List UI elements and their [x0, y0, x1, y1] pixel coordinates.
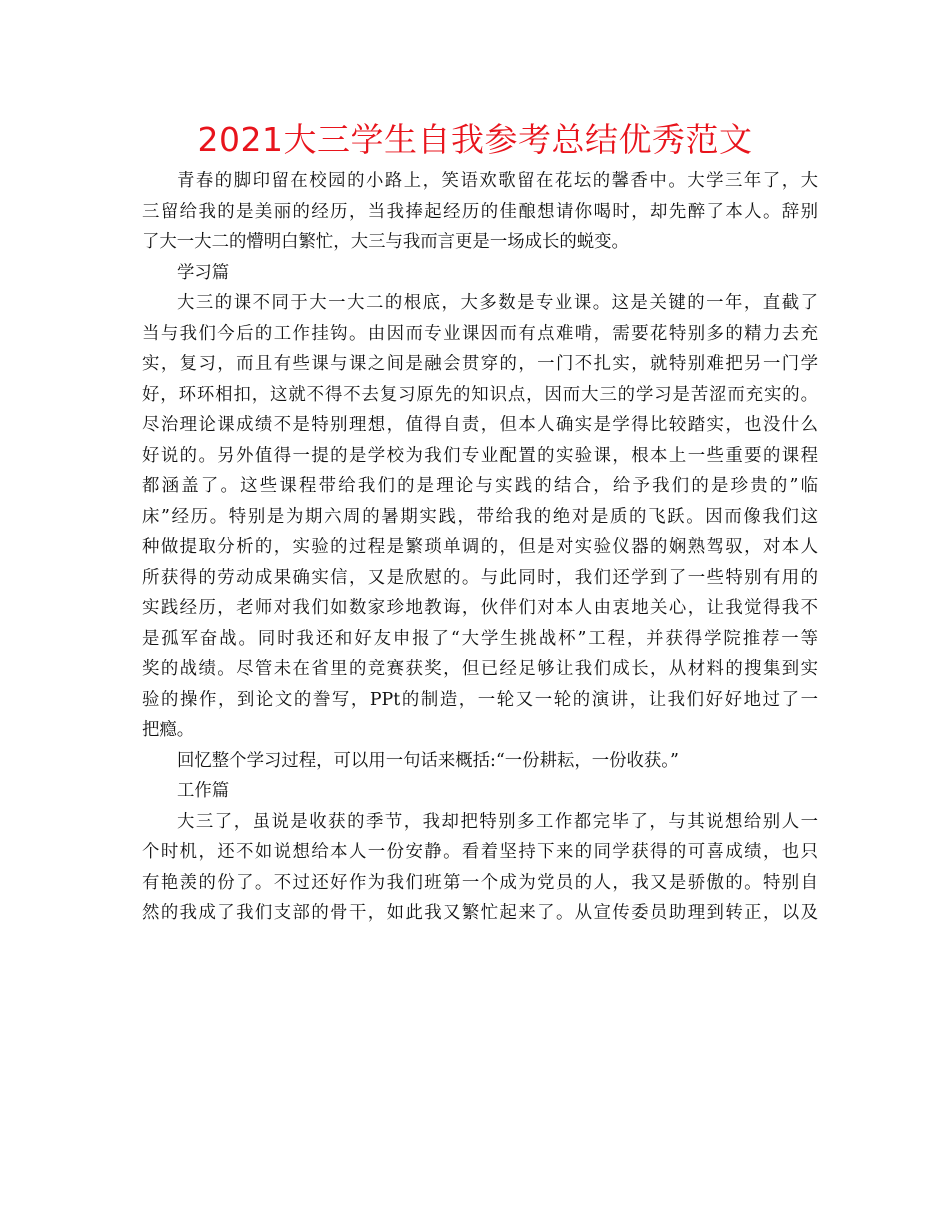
document-title: 2021大三学生自我参考总结优秀范文	[197, 120, 753, 159]
body-line: 奖的战绩。尽管未在省里的竞赛获奖，但已经足够让我们成长，从材料的搜集到实	[142, 659, 818, 679]
body-line: 把瘾。	[142, 720, 195, 740]
body-line: 好说的。另外值得一提的是学校为我们专业配置的实验课，根本上一些重要的课程	[142, 445, 818, 466]
body-line: 青春的脚印留在校园的小路上，笑语欢歌留在花坛的馨香中。大学三年了，大	[177, 171, 818, 191]
body-line: 大三了，虽说是收获的季节，我却把特别多工作都完毕了，与其说想给别人一	[177, 811, 818, 832]
body-line: 实践经历，老师对我们如数家珍地教诲，伙伴们对本人由衷地关心，让我觉得我不	[142, 598, 818, 618]
body-line: 大三的课不同于大一大二的根底，大多数是专业课。这是关键的一年，直截了	[177, 293, 818, 313]
body-line: 床”经历。特别是为期六周的暑期实践，带给我的绝对是质的飞跃。因而像我们这	[142, 506, 818, 527]
body-line: 有艳羡的份了。不过还好作为我们班第一个成为党员的人，我又是骄傲的。特别自	[142, 872, 818, 893]
body-line: 了大一大二的懵明白繁忙，大三与我而言更是一场成长的蜕变。	[142, 232, 629, 252]
body-line: 所获得的劳动成果确实信，又是欣慰的。与此同时，我们还学到了一些特别有用的	[142, 567, 818, 588]
document-body	[142, 166, 818, 929]
body-line: 然的我成了我们支部的骨干，如此我又繁忙起来了。从宣传委员助理到转正，以及	[142, 903, 818, 923]
body-line: 三留给我的是美丽的经历，当我捧起经历的佳酿想请你喝时，却先醉了本人。辞别	[142, 201, 818, 222]
body-line: 验的操作，到论文的誊写，PPt的制造，一轮又一轮的演讲，让我们好好地过了一	[142, 689, 818, 710]
body-line: 个时机，还不如说想给本人一份安静。看着坚持下来的同学获得的可喜成绩，也只	[142, 842, 818, 862]
body-line: 回忆整个学习过程，可以用一句话来概括:“一份耕耘，一份收获。”	[177, 750, 679, 771]
body-line: 种做提取分析的，实验的过程是繁琐单调的，但是对实验仪器的娴熟驾驭，对本人	[142, 537, 818, 557]
body-line: 好，环环相扣，这就不得不去复习原先的知识点，因而大三的学习是苦涩而充实的。	[142, 384, 818, 405]
body-line: 工作篇	[177, 781, 230, 801]
body-line: 都涵盖了。这些课程带给我们的是理论与实践的结合，给予我们的是珍贵的”临	[142, 476, 818, 496]
body-line: 当与我们今后的工作挂钩。由因而专业课因而有点难啃，需要花特别多的精力去充	[142, 323, 818, 344]
body-line: 尽治理论课成绩不是特别理想，值得自责，但本人确实是学得比较踏实，也没什么	[142, 415, 818, 435]
body-line: 学习篇	[177, 262, 230, 283]
body-line: 实，复习，而且有些课与课之间是融会贯穿的，一门不扎实，就特别难把另一门学	[142, 354, 818, 374]
body-line: 是孤军奋战。同时我还和好友申报了“大学生挑战杯”工程，并获得学院推荐一等	[142, 628, 818, 649]
